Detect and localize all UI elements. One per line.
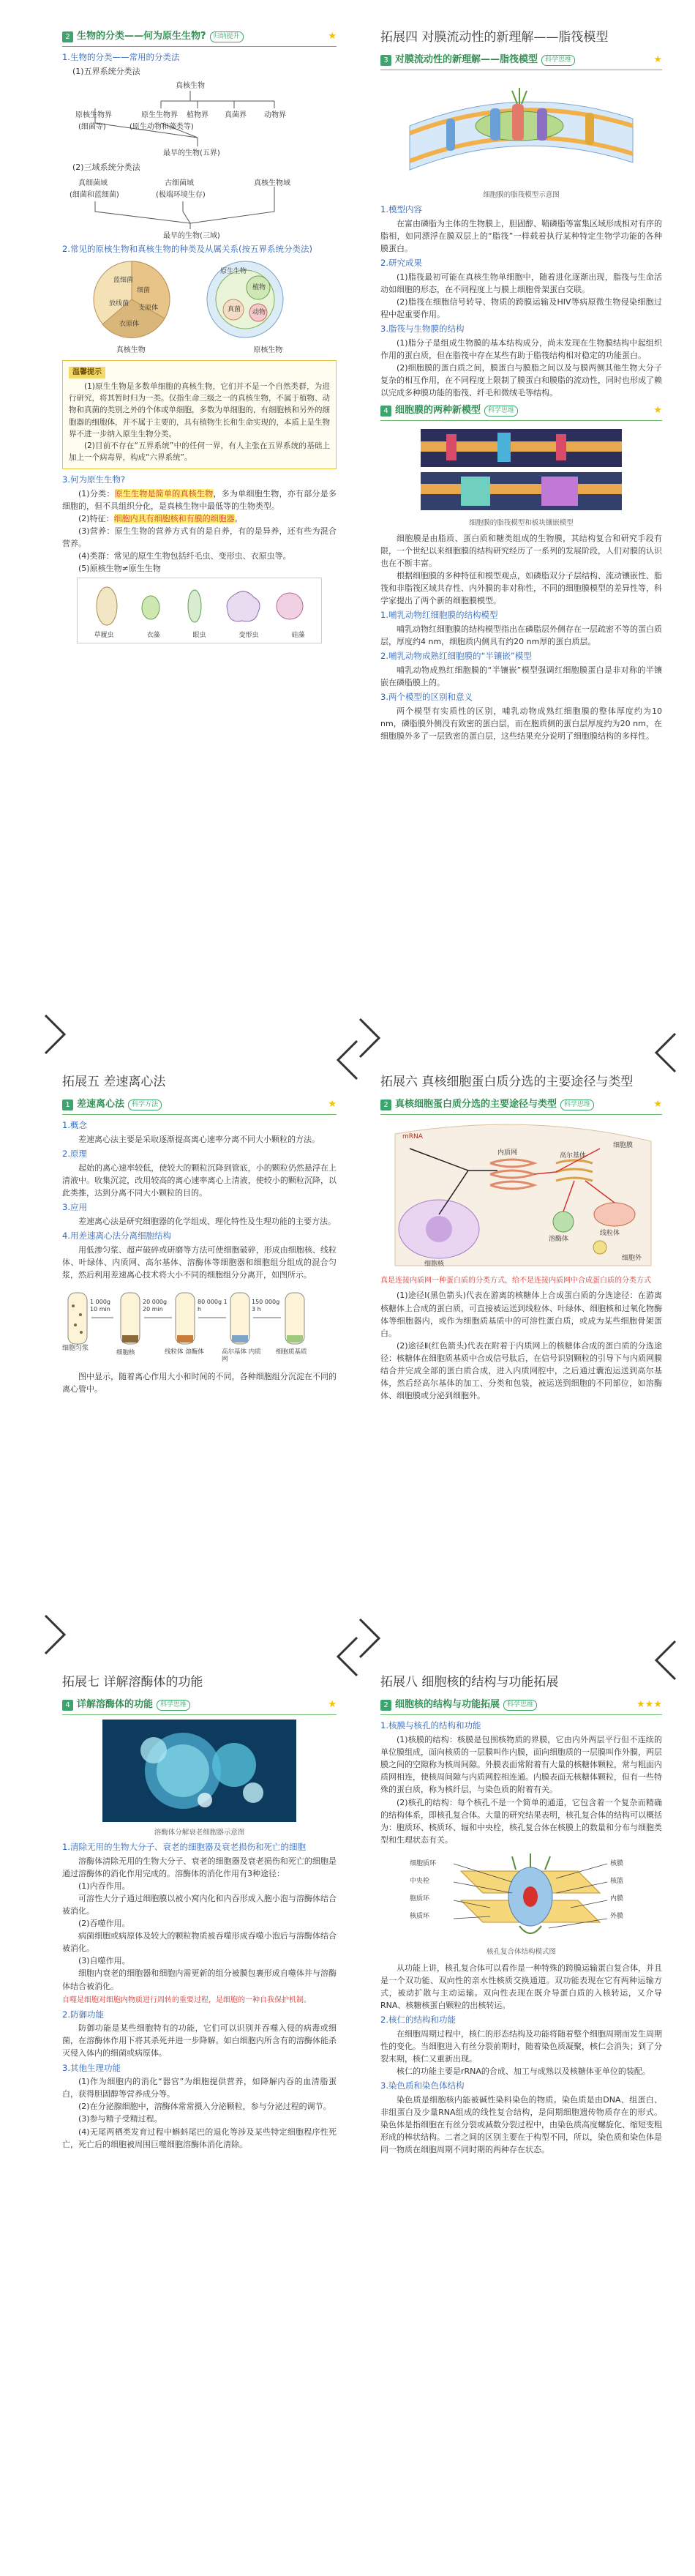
venn-label: 衣原体 (119, 320, 140, 328)
page-corner-mark (358, 1618, 380, 1662)
section-header (380, 403, 662, 421)
star-icon: ★ (328, 31, 337, 42)
paragraph: (1)作为细胞内的消化“器官”为细胞提供营养，如降解内吞的血清脂蛋白，获得胆固醇等营养成分等。 (62, 2077, 337, 2099)
page-title: 拓展六 真核细胞蛋白质分选的主要途径与类型 (380, 1075, 634, 1089)
nuclear-pore-figure (380, 1849, 662, 1959)
paragraph: 在富由磷脂为主体的生物膜上，胆固醇、鞘磷脂等富集区域形成相对有序的脂相，如同漂浮在膜双层上的“脂筏”一样载着执行某种特定生物学功能的各种膜蛋白。 (380, 219, 662, 254)
five-kingdom-tree (62, 79, 337, 160)
protist-cells (78, 578, 321, 630)
tree-node: 真核生物 (176, 82, 205, 90)
paragraph: (2)核孔的结构：每个核孔不是一个简单的通道，它包含着一个复杂而精确的结构体系，即核孔复合体。大量的研究结果表明，核孔复合体的结构可以概括为：胞质环、核质环、辐和中央栓，核孔复合体在核膜上的数量和分布与细胞类型和生理状态有关。 (380, 1797, 662, 1845)
paragraph: 可溶性大分子通过细胞膜以被小窝内化和内吞形成入胞小泡与溶酶体结合被消化。 (62, 1894, 337, 1916)
venn-caption: 原核生物 (253, 346, 283, 354)
protist-figure (77, 578, 322, 643)
page-corner-mark (337, 1039, 358, 1083)
page-title: 拓展七 详解溶酶体的功能 (62, 1675, 203, 1690)
page-corner-mark (358, 1018, 380, 1061)
subheading: (1)五界系统分类法 (72, 66, 140, 76)
tree-node: 原核生物界 (75, 111, 112, 119)
paragraph: 染色质是细胞核内能被碱性染料染色的物质。染色质是由DNA、组蛋白、非组蛋白及少量RNA组成的线性复合结构，是间期细胞遗传物质存在的形式。染色体是指细胞在有丝分裂或减数分裂过程中，由染色质高度螺旋化、缩短变粗形成的棒状结构。二者之间的区别主要在于构型不同，所以，染色质和染色体是同一物质在细胞周期不同时期的两种存在状态。 (380, 2094, 662, 2154)
hint-text: (1)原生生物是多数单细胞的真核生物，它们并不是一个自然类群，为进行研究，将其暂时归为一类。仅指生命三级之一的真核生物，不属于植物、动物和真菌的类别之外的个体或单细胞，多数为单细胞的，有细胞核和另外的细胞器的细胞体，并不属于主要的，具有植物生长和生命实现的，本质上是生物界不进一步纳入原生生物分类。 (69, 381, 330, 438)
section-tag: 归纳提升 (210, 31, 244, 42)
section-tag: 科学思维 (484, 406, 518, 417)
section-classification (62, 29, 337, 659)
page-corner-mark (337, 1636, 358, 1680)
page-title: 拓展四 对膜流动性的新理解——脂筏模型 (380, 30, 609, 45)
tree-root: 最早的生物(五界) (163, 149, 220, 157)
paragraph: 哺乳动物红细胞膜的结构模型指出在磷脂层外侧存在一层疏密不等的蛋白质层，厚度约4 nm，细胞质内侧具有约20 nm厚的蛋白质层。 (380, 624, 662, 647)
handwritten-note: 真是连接内质网一种蛋白质的分类方式，给不是连接内质网中合成蛋白质的分类方式 (380, 1277, 651, 1285)
section-title: 真核细胞蛋白质分选的主要途径与类型 (395, 1099, 557, 1110)
heading: 3.何为原生生物? (62, 474, 126, 485)
star-icon: ★ (653, 1099, 662, 1110)
venn-label: 支原体 (138, 304, 159, 312)
paragraph: (1)途径Ⅰ(黑色箭头)代表在游离的核糖体上合成蛋白质的分选途径：在游离核糖体上合成的蛋白质，可直接被运送到线粒体、叶绿体、细胞核和过氧化物酶体等细胞器内，或作为细胞质基质中的可溶性蛋白质，或成为某些细胞骨架蛋白。 (380, 1291, 662, 1338)
heading: 1.清除无用的生物大分子、衰老的细胞器及衰老损伤和死亡的细胞 (62, 1842, 306, 1853)
text: ，多为单细胞生物，亦有部分是多细胞的，但不具组织分化，是真核生物中最低等的生物类型。 (62, 488, 337, 511)
three-domain-tree (62, 175, 337, 241)
highlight: 细胞内具有细胞核和有膜的细胞器 (113, 513, 235, 523)
page-title: 拓展八 细胞核的结构与功能拓展 (380, 1675, 559, 1690)
cell-label: 衣藻 (146, 631, 160, 639)
cell-label: 眼虫 (192, 631, 206, 639)
section-number: 4 (62, 1700, 73, 1711)
section-title: 细胞核的结构与功能拓展 (395, 1699, 500, 1711)
figure-label: 外膜 (610, 1912, 624, 1920)
figure-caption: 细胞膜的脂筏模型和板块镶嵌模型 (469, 519, 574, 528)
figure-label: 细胞质环 (410, 1859, 437, 1867)
paragraph: 根据细胞膜的多种特征和模型观点，如磷脂双分子层结构、流动镶嵌性、脂筏和非脂筏区域共存性、内外膜的非对称性，不同的细胞膜模型的差异性等，科学家提出了两个新的细胞膜模型。 (380, 571, 662, 606)
heading: 1.模型内容 (380, 204, 422, 215)
figure-caption: 核孔复合体结构模式图 (486, 1947, 556, 1956)
venn-label: 细菌 (137, 286, 151, 294)
page-corner-mark (44, 1614, 66, 1658)
paragraph: (2)脂筏在细胞信号转导、物质的跨膜运输及HIV等病原微生物侵染细胞过程中起重要作用。 (380, 297, 662, 320)
heading: 3.两个模型的区别和意义 (380, 692, 473, 703)
diagram-label: 细胞膜 (613, 1142, 634, 1150)
star-icon: ★ (328, 1099, 337, 1110)
cell-label: 硅藻 (291, 631, 305, 639)
paragraph: 图中显示，随着离心作用大小和时间的不同，各种细胞组分沉淀在不同的离心管中。 (62, 1372, 337, 1395)
paragraph: 在细胞周期过程中，核仁的形态结构及功能将随着整个细胞周期而发生周期性的变化。当细胞进入有丝分裂前期时，随着染色质凝聚，核仁会消失；到了分裂末期，核仁又重新出现。 (380, 2028, 662, 2064)
tube-speed: 20 000g 20 min (143, 1299, 168, 1313)
figure-label: 胞质环 (410, 1894, 430, 1903)
tree-node: 植物界 (187, 111, 209, 119)
diagram-label: 线粒体 (600, 1230, 620, 1238)
membrane-models (417, 425, 626, 513)
paragraph: 细胞膜是由脂质、蛋白质和糖类组成的生物膜，其结构复合和研究手段有限，一个世纪以来细胞膜的结构研究经历了一系列的发展阶段，人们对膜的认识也在不断丰富。 (380, 534, 662, 569)
subheading: (2)三域系统分类法 (72, 163, 140, 172)
two-models-figure (417, 425, 626, 529)
tree-node: 动物界 (264, 111, 286, 119)
section-title: 对膜流动性的新理解——脂筏模型 (395, 54, 538, 66)
diagram-label: 细胞外 (622, 1255, 642, 1263)
venn-label: 真菌 (228, 305, 241, 313)
hint-box (62, 360, 337, 468)
heading: 3.脂筏与生物膜的结构 (380, 324, 465, 335)
tube-label: 线粒体 溶酶体 (165, 1348, 204, 1356)
section-header (380, 1698, 662, 1715)
venn-label: 蓝细菌 (113, 276, 134, 284)
highlight: 原生生物是简单的真核生物 (114, 488, 214, 499)
paragraph (62, 488, 337, 512)
paragraph: 溶酶体清除无用的生物大分子、衰老的细胞器及衰老损伤和死亡的细胞是通过溶酶体的消化作用完成的。溶酶体的消化作用有3种途径： (62, 1856, 337, 1879)
heading: 1.哺乳动物红细胞膜的结构模型 (380, 610, 498, 621)
cell-label: 草履虫 (94, 631, 114, 639)
paragraph: (3)参与精子受精过程。 (78, 2114, 162, 2124)
tube-speed: 80 000g 1 h (198, 1299, 228, 1313)
paragraph: (3)营养：原生生物的营养方式有的是自养，有的是异养，还有些为混合营养。 (62, 526, 337, 548)
paragraph: (5)原核生物≠原生生物 (78, 563, 161, 573)
section-protein-sorting (380, 1072, 662, 1607)
section-number: 2 (380, 1700, 391, 1711)
raft-figure (402, 75, 640, 201)
venn-label: 放线菌 (109, 299, 129, 307)
section-lipid-raft (380, 28, 662, 742)
paragraph: (2)吞噬作用。 (78, 1919, 130, 1929)
paragraph: 两个模型有实质性的区别，哺乳动物成熟红细胞膜的整体厚度约为10 nm，磷脂膜外侧没有致密的蛋白层，而在胞质侧的蛋白层厚度约为20 nm，在细胞膜外多了一层致密的蛋白层，这些结果充分说明了细胞膜结构的多样性。 (380, 706, 662, 742)
star-icon: ★ (653, 405, 662, 417)
text: 。 (234, 513, 243, 523)
hint-tag: 温馨提示 (69, 367, 105, 378)
section-title: 差速离心法 (77, 1099, 125, 1110)
heading: 4.用差速离心法分离细胞结构 (62, 1231, 171, 1242)
tree-node: 真菌界 (225, 111, 247, 119)
tree-node: 真细菌域 (78, 179, 108, 188)
section-header (62, 1097, 337, 1115)
paragraph (62, 512, 337, 525)
heading: 2.防御功能 (62, 2009, 104, 2020)
paragraph: 差速离心法是研究细胞器的化学组成、理化特性及生理功能的主要方法。 (78, 1217, 336, 1227)
star-icon: ★ (328, 1699, 337, 1711)
diagram-label: 内质网 (497, 1149, 518, 1157)
paragraph: (1)内吞作用。 (78, 1881, 130, 1892)
paragraph: 细胞内衰老的细胞器和细胞内需更新的组分被膜包裹形成自噬体并与溶酶体结合被消化。 (62, 1968, 337, 1991)
section-number: 1 (62, 1100, 73, 1110)
section-tag: 科学思维 (560, 1100, 594, 1110)
tree-root: 最早的生物(三域) (163, 232, 220, 241)
section-number: 3 (380, 55, 391, 66)
heading: 2.原理 (62, 1149, 87, 1160)
section-title: 生物的分类——何为原生生物? (77, 31, 206, 42)
label: (1)分类： (78, 488, 115, 499)
venn-label: 植物 (252, 283, 266, 291)
tree-node: 真核生物域 (254, 179, 290, 188)
star-icon: ★ (653, 54, 662, 66)
heading: 3.其他生理功能 (62, 2062, 121, 2073)
paragraph: 从功能上讲，核孔复合体可以看作是一种特殊的跨膜运输蛋白复合体，并且是一个双功能、双向性的亲水性核质交换通道。双功能表现在它有两种运输方式，被动扩散与主动运输。双向性表现在既介导蛋白质的入核转运，又介导RNA、核糖核蛋白颗粒的出核转运。 (380, 1963, 662, 2010)
handwritten-note: 自噬是细胞对细胞内物质进行周转的重要过程，是细胞的一种自我保护机制。 (62, 1996, 311, 2004)
tube-speed: 150 000g 3 h (252, 1299, 280, 1313)
cell-labels (78, 631, 321, 641)
section-title: 详解溶酶体的功能 (77, 1699, 154, 1711)
section-header (62, 29, 337, 47)
tube-head: 细胞匀浆 (62, 1345, 89, 1353)
page-corner-mark (44, 1014, 66, 1058)
section-tag: 科学思维 (541, 55, 575, 66)
diagram-label: 高尔基体 (560, 1152, 587, 1160)
tree-node: 古细菌域 (165, 179, 194, 188)
paragraph: (2)在分泌腺细胞中，溶酶体常常摄入分泌颗粒，参与分泌过程的调节。 (78, 2102, 331, 2112)
section-header (62, 1698, 337, 1715)
section-number: 2 (62, 31, 73, 42)
tree-note: (细菌等) (78, 123, 106, 131)
star-icon: ★★★ (636, 1699, 662, 1711)
heading: 1.概念 (62, 1120, 87, 1131)
venn-diagrams (62, 257, 337, 345)
page-title: 拓展五 差速离心法 (62, 1075, 166, 1089)
paragraph: 起始的离心速率较低，使较大的颗粒沉降到管底，小的颗粒仍然悬浮在上清液中。收集沉淀，改用较高的离心速率离心上清液，使较小的颗粒沉降，以此类推，达到分离不同大小颗粒的目的。 (62, 1163, 337, 1198)
tube-speed: 1 000g 10 min (90, 1299, 110, 1313)
heading: 1.核膜与核孔的结构和功能 (380, 1720, 481, 1731)
heading: 2.常见的原核生物和真核生物的种类及从属关系(按五界系统分类法) (62, 244, 312, 255)
page-corner-mark (655, 1032, 677, 1076)
paragraph: (2)途径Ⅱ(红色箭头)代表在附着于内质网上的核糖体合成的蛋白质的分选途径：核糖体在细胞质基质中合成信号肽后，在信号识别颗粒的引导下与内质网膜结合并完成全部的蛋白质合成，进入内质网腔中，之后通过囊泡运送到高尔基体，然后经高尔基体的加工、分类和包装，被运送到细胞的不同部位，如溶酶体、细胞膜或分泌到细胞外。 (380, 1340, 662, 1400)
sorting-figure (380, 1119, 662, 1273)
paragraph: 哺乳动物成熟红细胞膜的“半镶嵌”模型强调红细胞膜蛋白是非对称的半镶嵌在磷脂膜上的。 (380, 665, 662, 688)
raft-illustration (402, 75, 640, 184)
paragraph: (3)自噬作用。 (78, 1956, 130, 1966)
figure-label: 中央栓 (410, 1877, 430, 1885)
figure-caption: 溶酶体分解衰老细胞器示意图 (154, 1828, 245, 1837)
figure-label: 核膜 (610, 1859, 624, 1867)
label: (2)特征： (78, 513, 114, 523)
paragraph: (1)脂分子是组成生物膜的基本结构成分，尚未发现在生物膜结构中起组织作用的蛋白质，但在脂筏中存在某些有助于脂筏结构相对稳定的功能蛋白。 (380, 338, 662, 361)
lysosome-illustration (102, 1720, 296, 1822)
heading: 2.哺乳动物成熟红细胞膜的“半镶嵌”模型 (380, 651, 532, 662)
cell-label: 变形虫 (238, 631, 259, 639)
tube-label: 细胞质基质 (276, 1348, 307, 1356)
venn-label: 原生生物 (220, 267, 247, 275)
figure-caption: 细胞膜的脂筏模型示意图 (483, 190, 560, 199)
section-tag: 科学方法 (128, 1100, 162, 1110)
tube-figure (62, 1284, 337, 1370)
paragraph: 核仁的功能主要是rRNA的合成、加工与成熟以及核糖体亚单位的装配。 (397, 2066, 650, 2076)
figure-label: 核质环 (410, 1912, 430, 1920)
tube-label: 细胞核 (116, 1349, 135, 1357)
hint-text: (2)目前不存在“五界系统”中的任何一界，有人主张在五界系统的基础上加上一个病毒界，构成“六界系统”。 (69, 441, 330, 463)
figure-label: 核篮 (610, 1877, 624, 1885)
section-header (380, 1097, 662, 1115)
section-title: 细胞膜的两种新模型 (395, 405, 481, 417)
tree-node: 原生生物界 (141, 111, 178, 119)
section-nucleus (380, 1673, 662, 2569)
tree-note: (极端环境生存) (156, 191, 206, 200)
paragraph: 差速离心法主要是采取逐渐提高离心速率分离不同大小颗粒的方法。 (78, 1135, 320, 1145)
tube-label: 高尔基体 内质网 (222, 1348, 261, 1364)
paragraph: (2)细胞膜的蛋白质之间，膜蛋白与膜脂之间以及与膜两侧其他生物大分子复杂的相互作用，在不同程度上限制了膜蛋白和膜脂的流动性，同时也形成了赖以完成多种膜功能的脂筏、纤毛和微绒毛等结构。 (380, 363, 662, 398)
venn-caption: 真核生物 (116, 346, 146, 354)
heading: 3.应用 (62, 1202, 87, 1213)
paragraph: (4)类群：常见的原生生物包括纤毛虫、变形虫、衣原虫等。 (78, 550, 291, 561)
paragraph: 用低渗匀浆、超声破碎或研磨等方法可使细胞破碎，形成由细胞核、线粒体、叶绿体、内质网、高尔基体、溶酶体等细胞器和细胞组分组成的混合匀浆，然后利用差速离心技术将大小不同的细胞组分分离开，如图所示。 (62, 1244, 337, 1280)
section-lysosome (62, 1673, 337, 2566)
paragraph: (1)核膜的结构：核膜是包围核物质的界膜，它由内外两层平行但不连续的单位膜组成，面向核质的一层膜叫作内膜，面向细胞质的一层膜叫作外膜，两层膜之间的空隙称为核周间隙。外膜表面常附着有大量的核糖体颗粒，常与粗面内质网相连，使核周间隙与内质网腔相连通。内膜表面无核糖体颗粒，但有一些特殊的蛋白质，称为核纤层，与染色质的附着有关。 (380, 1735, 662, 1795)
diagram-label: mRNA (402, 1133, 423, 1141)
centrifuge-tubes (62, 1284, 337, 1351)
figure-label: 内膜 (610, 1894, 624, 1903)
section-header (380, 53, 662, 70)
tree-note: (细菌和蓝细菌) (70, 191, 119, 200)
venn-label: 动物 (252, 308, 266, 316)
section-tag: 科学思维 (503, 1700, 537, 1711)
venn-figure (62, 257, 337, 345)
paragraph: (1)脂筏最初可能在真核生物单细胞中，随着进化逐渐出现，脂筏与生命活动如细胞的形态，在不同程度上与膜上细胞骨架蛋白交联。 (380, 272, 662, 295)
section-centrifugation (62, 1072, 337, 1607)
tree-note: (原生动物和藻类等) (129, 123, 194, 131)
heading: 2.研究成果 (380, 258, 422, 269)
heading: 3.染色质和染色体结构 (380, 2080, 465, 2091)
section-number: 2 (380, 1100, 391, 1110)
heading: 1.生物的分类——常用的分类法 (62, 52, 180, 63)
paragraph: 防御功能是某些细胞特有的功能，它们可以识别并吞噬入侵的病毒或细菌，在溶酶体作用下将其杀死并进一步降解。如白细胞内所含有的溶酶体能杀灭侵入体内的细菌或病原体。 (62, 2023, 337, 2058)
lysosome-figure (102, 1720, 296, 1838)
paragraph: 病菌细胞或病原体及较大的颗粒物质被吞噬形成吞噬小泡后与溶酶体结合被消化。 (62, 1931, 337, 1954)
diagram-label: 溶酶体 (549, 1236, 569, 1244)
heading: 2.核仁的结构和功能 (380, 2014, 456, 2025)
section-tag: 科学思维 (157, 1700, 190, 1711)
section-number: 4 (380, 406, 391, 417)
venn-captions (62, 345, 337, 356)
paragraph: (4)无尾两栖类发育过程中蝌蚪尾巴的退化等涉及某些特定细胞程序性死亡，死亡后的细胞被周围巨噬细胞溶酶体消化清除。 (62, 2127, 337, 2149)
diagram-label: 细胞核 (424, 1261, 445, 1269)
